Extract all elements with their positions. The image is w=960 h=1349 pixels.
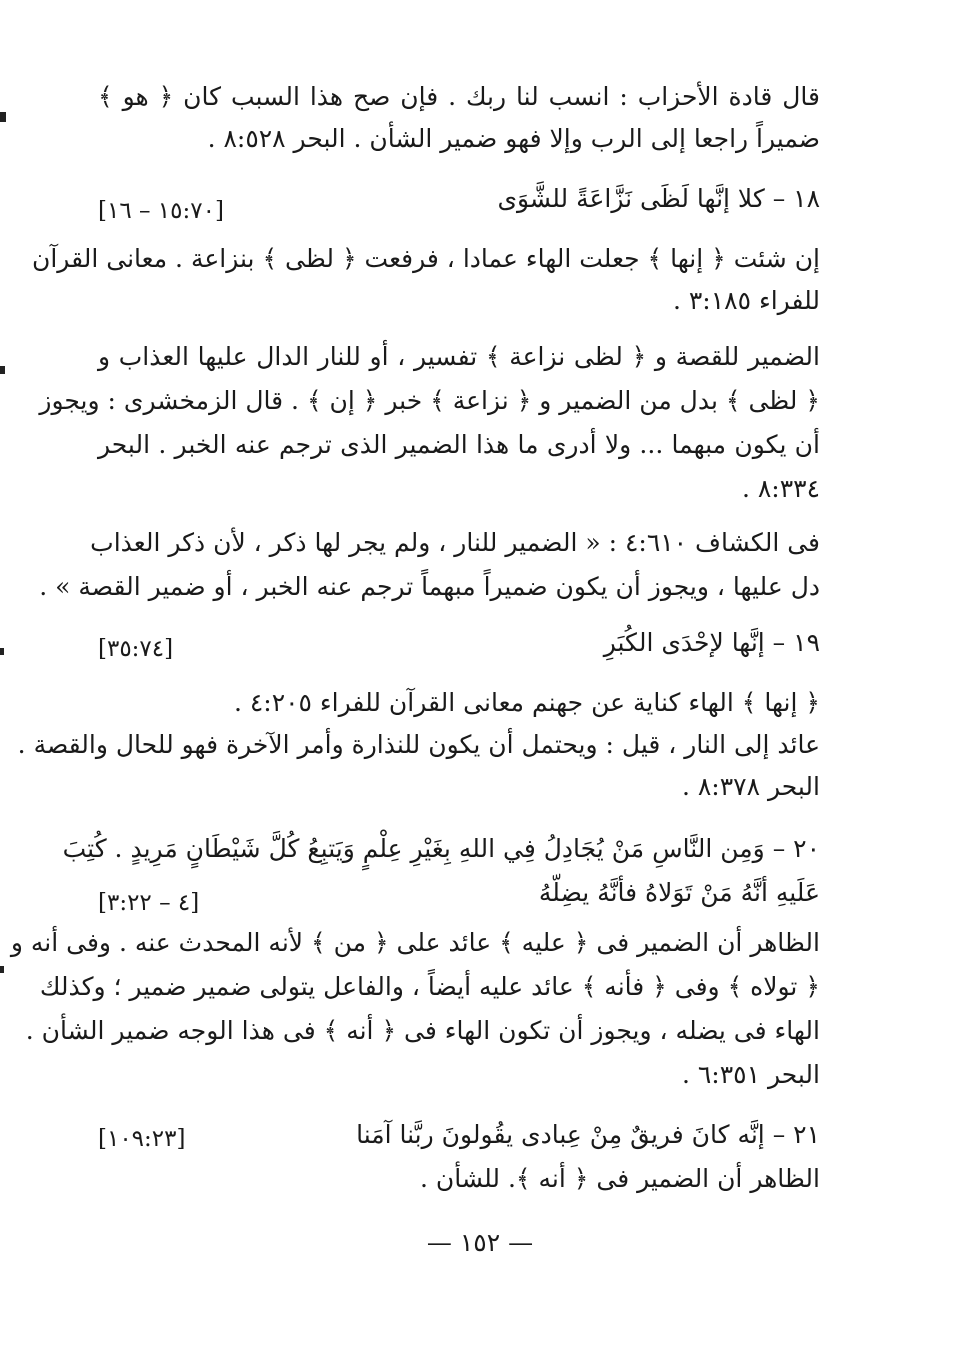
text-line: الظاهر أن الضمير فى ﴿ أنه ﴾. للشأن . <box>419 1164 820 1193</box>
text-line: فى الكشاف ٤:٦١٠ : « الضمير للنار ، ولم يجر لها ذكر ، لأن ذكر العذاب <box>90 528 820 557</box>
scan-edge-mark <box>0 366 5 374</box>
text-line: ٨:٣٣٤ . <box>741 474 820 503</box>
verse-heading-18: ١٨ – كلا إنَّها لَظَى نَزَّاعَةً للشَّوَى <box>497 184 820 213</box>
text-line: عائد إلى النار ، قيل : ويحتمل أن يكون للنذارة وأمر الآخرة فهو للحال والقصة . <box>17 730 820 759</box>
text-line: ﴿ لظى ﴾ بدل من الضمير و ﴿ نزاعة ﴾ خبر ﴿ إن ﴾ . قال الزمخشرى : ويجوز <box>39 386 820 415</box>
text-line: الظاهر أن الضمير فى ﴿ عليه ﴾ عائد على ﴿ من ﴾ لأنه المحدث عنه . وفى أنه و <box>10 928 820 957</box>
text-line: ضميراً راجعا إلى الرب وإلا فهو ضمير الشأن . البحر ٨:٥٢٨ . <box>207 124 820 153</box>
text-line: ﴿ تولاه ﴾ وفى ﴿ فأنه ﴾ عائد عليه أيضاً ، والفاعل يتولى ضمير ضمير ؛ وكذلك <box>39 972 820 1001</box>
verse-heading-20: ٢٠ – وَمِن النَّاسِ مَنْ يُجَادِلُ فِي اللهِ بِغَيْرِ عِلْمٍ وَيَتبِعُ كُلَّ شَيْطَانٍ مَرِيدٍ . كُتِبَ <box>62 834 820 863</box>
verse-reference-19: [٣٥:٧٤] <box>98 636 174 662</box>
verse-heading-20-cont: عَلَيهِ أنَّهُ مَنْ تَوَلاهُ فأنَّهُ يضِلّهُ <box>538 878 820 907</box>
verse-reference-20: [٣:٢٢ – ٤] <box>98 890 200 916</box>
verse-reference-21: [١٠٩:٢٣] <box>98 1126 186 1152</box>
text-line: للفراء ٣:١٨٥ . <box>672 286 820 315</box>
scan-edge-mark <box>0 966 4 973</box>
verse-heading-19: ١٩ – إنَّها لإحْدَى الكُبَرِ <box>603 628 820 657</box>
verse-heading-21: ٢١ – إنَّه كانَ فريقٌ مِنْ عِبادى يقُولونَ ربَّنا آمَنا <box>356 1120 820 1149</box>
text-line: البحر ٦:٣٥١ . <box>681 1060 820 1089</box>
text-line: أن يكون مبهما ... ولا أدرى ما هذا الضمير الذى ترجم عنه الخبر . البحر <box>98 430 820 459</box>
text-line: البحر ٨:٣٧٨ . <box>681 772 820 801</box>
verse-reference-18: [١٦ – ١٥:٧٠] <box>98 198 224 224</box>
text-line: الضمير للقصة و ﴿ لظى نزاعة ﴾ تفسير ، أو للنار الدال عليها العذاب و <box>98 342 820 371</box>
text-line: إن شئت ﴿ إنها ﴾ جعلت الهاء عمادا ، فرفعت ﴿ لظى ﴾ بنزاعة . معانى القرآن <box>31 244 820 273</box>
scan-edge-mark <box>0 648 4 655</box>
text-line: دل عليها ، ويجوز أن يكون ضميراً مبهماً ترجم عنه الخبر ، أو ضمير القصة » . <box>39 572 820 601</box>
scan-edge-mark <box>0 112 6 122</box>
text-line: قال قادة الأحزاب : انسب لنا ربك . فإن صح هذا السبب كان ﴿ هو ﴾ <box>98 82 820 111</box>
page-number: — ١٥٢ — <box>426 1228 534 1257</box>
text-line: الهاء فى يضله ، ويجوز أن تكون الهاء فى ﴿ أنه ﴾ فى هذا الوجه ضمير الشأن . <box>25 1016 820 1045</box>
text-line: ﴿ إنها ﴾ الهاء كناية عن جهنم معانى القرآن للفراء ٤:٢٠٥ . <box>233 688 820 717</box>
